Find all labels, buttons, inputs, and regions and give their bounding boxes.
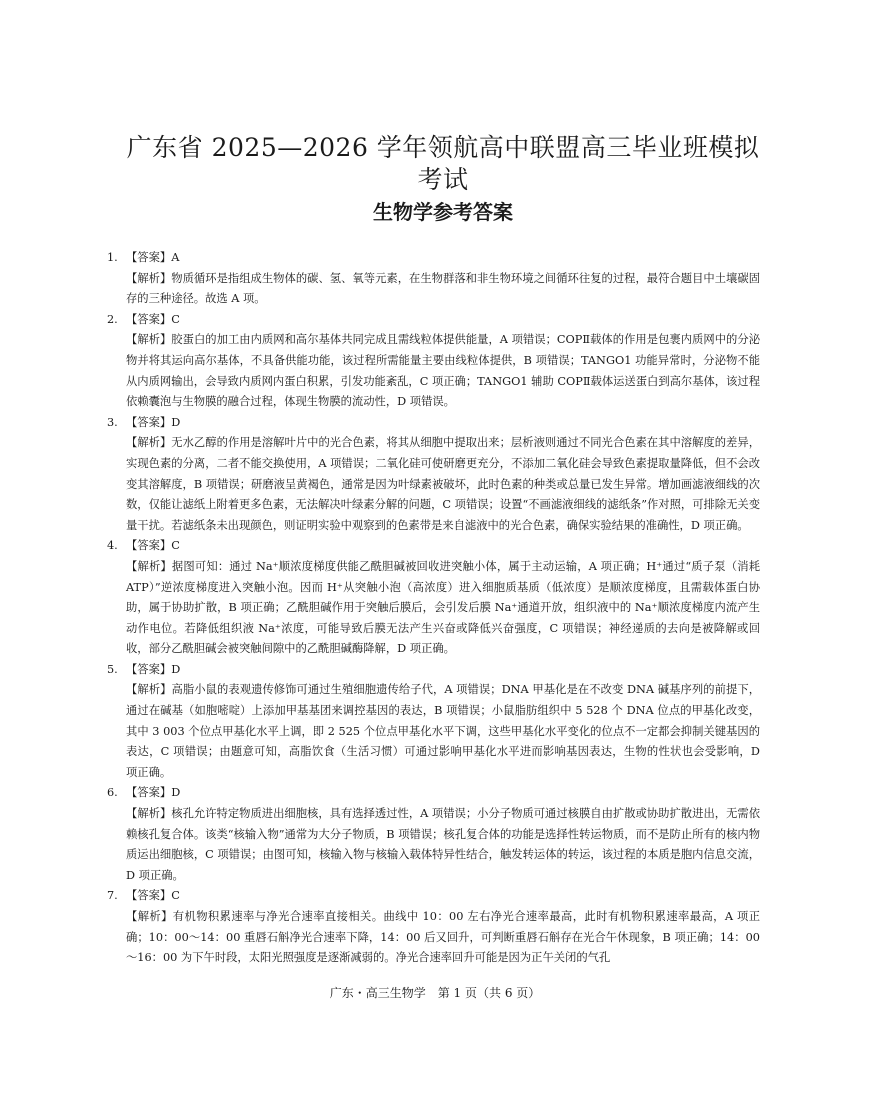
analysis-text: 【解析】核孔允许特定物质进出细胞核，具有选择透过性，A 项错误；小分子物质可通过核膜自由扩散或协助扩散进出，无需依赖核孔复合体。该类“核输入物”通常为大分子物质，B 项错误；核孔复合体的功能是选择性转运物质，而不是防止所有的核内物质运出细胞核，C 项错误；由图可知，核输入物与核输入载体特异性结合，触发转运体的转运，该过程的本质是胞内信息交流，D 项正确。	[126, 807, 760, 882]
question-item-5	[107, 660, 760, 784]
analysis-text: 【解析】据图可知：通过 Na⁺顺浓度梯度供能乙酰胆碱被回收进突触小体，属于主动运输，A 项正确；H⁺通过“质子泵（消耗 ATP）”逆浓度梯度进入突触小泡。因而 H⁺从突触小泡（高浓度）进入细胞质基质（低浓度）是顺浓度梯度，且需载体蛋白协助，属于协助扩散，B 项正确；乙酰胆碱作用于突触后膜后，会引发后膜 Na⁺通道开放，组织液中的 Na⁺顺浓度梯度内流产生动作电位。若降低组织液 Na⁺浓度，可能导致后膜无法产生兴奋或降低兴奋强度，C 项错误；神经递质的去向是被降解或回收，部分乙酰胆碱会被突触间隙中的乙酰胆碱酶降解，D 项正确。	[126, 559, 760, 656]
answer-text: 【答案】C	[126, 539, 180, 553]
question-number: 7.	[107, 889, 118, 903]
answer-line	[107, 886, 760, 907]
answer-text: 【答案】C	[126, 889, 180, 903]
question-number: 6.	[107, 786, 118, 800]
answer-text: 【答案】D	[126, 786, 181, 800]
page-title: 广东省 2025—2026 学年领航高中联盟高三毕业班模拟考试	[126, 133, 760, 194]
answer-line	[107, 536, 760, 557]
answer-line	[107, 248, 760, 269]
analysis-text: 【解析】高脂小鼠的表观遗传修饰可通过生殖细胞遗传给子代，A 项错误；DNA 甲基化是在不改变 DNA 碱基序列的前提下，通过在碱基（如胞嘧啶）上添加甲基基团来调控基因的表达，B 项错误；小鼠脂肪组织中 5 528 个 DNA 位点的甲基化改变，其中 3 003 个位点甲基化水平上调，即 2 525 个位点甲基化水平下调，这些甲基化水平变化的位点不一定都会抑制关键基因的表达，C 项错误；由题意可知，高脂饮食（生活习惯）可通过影响甲基化水平进而影响基因表达，生物的性状也会受影响，D 项正确。	[126, 683, 760, 779]
question-number: 5.	[107, 662, 118, 676]
question-number: 4.	[107, 539, 118, 553]
answer-line	[107, 413, 760, 434]
question-number: 1.	[107, 251, 118, 264]
question-number: 2.	[107, 312, 118, 326]
answer-line	[107, 310, 760, 331]
question-item-4	[107, 536, 760, 660]
answer-line	[107, 783, 760, 804]
question-item-3	[107, 413, 760, 537]
answer-text: 【答案】A	[126, 251, 180, 264]
analysis-text: 【解析】有机物积累速率与净光合速率直接相关。曲线中 10：00 左右净光合速率最高，此时有机物积累速率最高，A 项正确；10：00～14：00 重唇石斛净光合速率下降，14：00 后又回升，可判断重唇石斛存在光合午休现象，B 项正确；14：00～16：00 为下午时段，太阳光照强度是逐渐减弱的。净光合速率回升可能是因为正午关闭的气孔	[126, 910, 760, 965]
question-item-1	[107, 248, 760, 310]
page-subtitle: 生物学参考答案	[373, 200, 513, 224]
question-item-6	[107, 783, 760, 886]
page-footer: 广东・高三生物学 第 1 页（共 6 页）	[329, 986, 541, 1000]
analysis-text: 【解析】无水乙醇的作用是溶解叶片中的光合色素，将其从细胞中提取出来；层析液则通过不同光合色素在其中溶解度的差异，实现色素的分离，二者不能交换使用，A 项错误；二氧化硅可使研磨更充分，不添加二氧化硅会导致色素提取量降低，但不会改变其溶解度，B 项错误；研磨液呈黄褐色，通常是因为叶绿素被破坏，此时色素的种类或总量已发生异常。增加画滤液细线的次数，仅能让滤纸上附着更多色素，无法解决叶绿素分解的问题，C 项错误；设置“不画滤液细线的滤纸条”作对照，可排除无关变量干扰。若滤纸条未出现颜色，则证明实验中观察到的色素带是来自滤液中的光合色素，确保实验结果的准确性，D 项正确。	[126, 436, 760, 532]
question-item-2	[107, 310, 760, 413]
answer-text: 【答案】D	[126, 415, 181, 429]
question-item-7	[107, 886, 760, 968]
analysis-text: 【解析】胶蛋白的加工由内质网和高尔基体共同完成且需线粒体提供能量，A 项错误；COPⅡ载体的作用是包裹内质网中的分泌物并将其运向高尔基体，不具备供能功能，该过程所需能量主要由线粒体提供，B 项错误；TANGO1 功能异常时，分泌物不能从内质网输出，会导致内质网内蛋白积累，引发功能紊乱，C 项正确；TANGO1 辅助 COPⅡ载体运送蛋白到高尔基体，该过程依赖囊泡与生物膜的融合过程，体现生物膜的流动性，D 项错误。	[126, 333, 760, 409]
answer-text: 【答案】C	[126, 312, 180, 326]
analysis-text: 【解析】物质循环是指组成生物体的碳、氢、氧等元素，在生物群落和非生物环境之间循环往复的过程，最符合题目中土壤碳固存的三种途径。故选 A 项。	[126, 271, 760, 306]
answer-text: 【答案】D	[126, 662, 181, 676]
answer-list	[107, 248, 760, 969]
question-number: 3.	[107, 415, 118, 429]
answer-line	[107, 660, 760, 681]
